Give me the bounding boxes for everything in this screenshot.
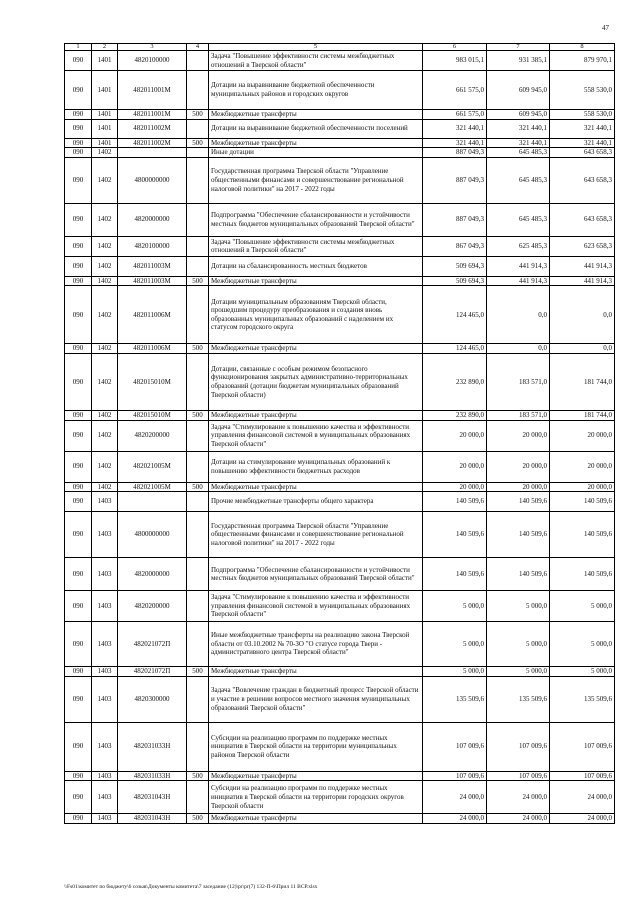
section-code-cell: 1402 [92, 236, 118, 256]
ministry-code-cell: 090 [65, 722, 92, 771]
amount-year3-cell: 0,0 [550, 286, 615, 344]
section-code-cell: 1402 [92, 148, 118, 158]
amount-year1-cell: 509 694,3 [423, 276, 487, 286]
expense-type-cell [187, 420, 209, 451]
section-code-cell: 1402 [92, 276, 118, 286]
expense-type-cell [187, 286, 209, 344]
amount-year1-cell: 20 000,0 [423, 451, 487, 482]
description-cell: Дотации на стимулирование муниципальных образований к повышению эффективности бюджетных расходов [209, 451, 423, 482]
amount-year1-cell: 509 694,3 [423, 256, 487, 276]
description-cell: Подпрограмма "Обеспечение сбалансированности и устойчивости местных бюджетов муниципальных образований Тверской области" [209, 203, 423, 236]
table-row [65, 256, 615, 276]
target-article-cell: 4820100000 [118, 236, 187, 256]
table-row [65, 148, 615, 158]
ministry-code-cell: 090 [65, 482, 92, 492]
ministry-code-cell: 090 [65, 771, 92, 781]
expense-type-cell [187, 148, 209, 158]
target-article-cell: 4820300000 [118, 676, 187, 722]
amount-year2-cell: 140 509,6 [487, 558, 550, 591]
table-row [65, 771, 615, 781]
description-cell: Межбюджетные трансферты [209, 410, 423, 420]
ministry-code-cell: 090 [65, 138, 92, 148]
amount-year1-cell: 140 509,6 [423, 492, 487, 512]
table-header-row [65, 44, 615, 51]
amount-year3-cell: 24 000,0 [550, 814, 615, 824]
amount-year3-cell: 5 000,0 [550, 591, 615, 622]
amount-year1-cell: 232 890,0 [423, 410, 487, 420]
amount-year2-cell: 140 509,6 [487, 512, 550, 558]
amount-year3-cell: 140 509,6 [550, 492, 615, 512]
section-code-cell: 1401 [92, 138, 118, 148]
section-code-cell: 1403 [92, 781, 118, 814]
header-cell: 7 [487, 44, 550, 51]
amount-year3-cell: 181 744,0 [550, 353, 615, 410]
expense-type-cell: 500 [187, 667, 209, 677]
description-cell: Межбюджетные трансферты [209, 814, 423, 824]
table-row [65, 814, 615, 824]
description-cell: Задача "Повышение эффективности системы межбюджетных отношений в Тверской области" [209, 236, 423, 256]
expense-type-cell: 500 [187, 771, 209, 781]
description-cell: Межбюджетные трансферты [209, 276, 423, 286]
description-cell: Субсидии на реализацию программ по поддержке местных инициатив в Тверской области на территории муниципальных районов Тверской области [209, 722, 423, 771]
amount-year1-cell: 887 049,3 [423, 203, 487, 236]
amount-year1-cell: 232 890,0 [423, 353, 487, 410]
expense-type-cell [187, 512, 209, 558]
ministry-code-cell: 090 [65, 410, 92, 420]
ministry-code-cell: 090 [65, 71, 92, 110]
expense-type-cell: 500 [187, 344, 209, 354]
amount-year1-cell: 20 000,0 [423, 482, 487, 492]
target-article-cell: 482011006М [118, 344, 187, 354]
ministry-code-cell: 090 [65, 51, 92, 71]
ministry-code-cell: 090 [65, 814, 92, 824]
target-article-cell: 482011002М [118, 119, 187, 138]
amount-year1-cell: 661 575,0 [423, 71, 487, 110]
section-code-cell: 1401 [92, 51, 118, 71]
amount-year1-cell: 321 440,1 [423, 138, 487, 148]
table-row [65, 676, 615, 722]
table-row [65, 110, 615, 120]
section-code-cell: 1401 [92, 119, 118, 138]
section-code-cell: 1402 [92, 482, 118, 492]
amount-year1-cell: 5 000,0 [423, 591, 487, 622]
description-cell: Межбюджетные трансферты [209, 771, 423, 781]
amount-year2-cell: 931 385,1 [487, 51, 550, 71]
ministry-code-cell: 090 [65, 148, 92, 158]
target-article-cell: 4820200000 [118, 420, 187, 451]
table-row [65, 410, 615, 420]
table-row [65, 236, 615, 256]
ministry-code-cell: 090 [65, 622, 92, 667]
header-cell: 5 [209, 44, 423, 51]
amount-year2-cell: 321 440,1 [487, 138, 550, 148]
amount-year3-cell: 643 658,3 [550, 203, 615, 236]
amount-year2-cell: 609 945,0 [487, 71, 550, 110]
section-code-cell: 1402 [92, 410, 118, 420]
table-row [65, 138, 615, 148]
amount-year1-cell: 24 000,0 [423, 781, 487, 814]
table-row [65, 420, 615, 451]
expense-type-cell [187, 256, 209, 276]
target-article-cell: 482011003М [118, 256, 187, 276]
expense-type-cell: 500 [187, 814, 209, 824]
amount-year1-cell: 5 000,0 [423, 622, 487, 667]
section-code-cell: 1403 [92, 676, 118, 722]
table-row [65, 451, 615, 482]
target-article-cell: 4800000000 [118, 157, 187, 203]
amount-year3-cell: 135 509,6 [550, 676, 615, 722]
amount-year3-cell: 181 744,0 [550, 410, 615, 420]
expense-type-cell: 500 [187, 482, 209, 492]
amount-year3-cell: 643 658,3 [550, 157, 615, 203]
section-code-cell: 1401 [92, 71, 118, 110]
description-cell: Иные межбюджетные трансферты на реализацию закона Тверской области от 03.10.2002 № 70-ЗО "О статусе города Твери - административного центра Тверской области" [209, 622, 423, 667]
ministry-code-cell: 090 [65, 276, 92, 286]
expense-type-cell [187, 591, 209, 622]
ministry-code-cell: 090 [65, 286, 92, 344]
expense-type-cell [187, 157, 209, 203]
amount-year2-cell: 0,0 [487, 286, 550, 344]
amount-year3-cell: 20 000,0 [550, 420, 615, 451]
target-article-cell: 482011006М [118, 286, 187, 344]
table-row [65, 492, 615, 512]
amount-year3-cell: 879 970,1 [550, 51, 615, 71]
expense-type-cell [187, 492, 209, 512]
budget-table [64, 43, 615, 824]
amount-year3-cell: 558 530,0 [550, 110, 615, 120]
ministry-code-cell: 090 [65, 353, 92, 410]
table-row [65, 203, 615, 236]
table-row [65, 667, 615, 677]
description-cell: Подпрограмма "Обеспечение сбалансированности и устойчивости местных бюджетов муниципальных образований Тверской области" [209, 558, 423, 591]
amount-year2-cell: 441 914,3 [487, 276, 550, 286]
ministry-code-cell: 090 [65, 676, 92, 722]
target-article-cell: 482011002М [118, 138, 187, 148]
ministry-code-cell: 090 [65, 344, 92, 354]
description-cell: Прочие межбюджетные трансферты общего характера [209, 492, 423, 512]
header-cell: 3 [118, 44, 187, 51]
amount-year1-cell: 135 509,6 [423, 676, 487, 722]
target-article-cell: 482011001М [118, 110, 187, 120]
amount-year3-cell: 20 000,0 [550, 451, 615, 482]
section-code-cell: 1403 [92, 558, 118, 591]
table-row [65, 276, 615, 286]
expense-type-cell [187, 722, 209, 771]
ministry-code-cell: 090 [65, 781, 92, 814]
amount-year3-cell: 0,0 [550, 344, 615, 354]
section-code-cell: 1403 [92, 512, 118, 558]
amount-year1-cell: 867 049,3 [423, 236, 487, 256]
amount-year2-cell: 321 440,1 [487, 119, 550, 138]
target-article-cell: 482021005М [118, 451, 187, 482]
amount-year2-cell: 5 000,0 [487, 667, 550, 677]
amount-year2-cell: 107 009,6 [487, 771, 550, 781]
amount-year2-cell: 183 571,0 [487, 353, 550, 410]
amount-year2-cell: 625 485,3 [487, 236, 550, 256]
target-article-cell: 4820000000 [118, 203, 187, 236]
amount-year3-cell: 558 530,0 [550, 71, 615, 110]
expense-type-cell [187, 676, 209, 722]
target-article-cell: 482021072П [118, 667, 187, 677]
description-cell: Дотации, связанные с особым режимом безопасного функционирования закрытых административно-территориальных образований (дотации бюджетам муниципальных образований Тверской области) [209, 353, 423, 410]
amount-year3-cell: 623 658,3 [550, 236, 615, 256]
description-cell: Межбюджетные трансферты [209, 138, 423, 148]
ministry-code-cell: 090 [65, 110, 92, 120]
description-cell: Межбюджетные трансферты [209, 344, 423, 354]
amount-year3-cell: 140 509,6 [550, 558, 615, 591]
amount-year1-cell: 20 000,0 [423, 420, 487, 451]
ministry-code-cell: 090 [65, 512, 92, 558]
expense-type-cell: 500 [187, 138, 209, 148]
target-article-cell: 4820200000 [118, 591, 187, 622]
table-row [65, 119, 615, 138]
description-cell: Задача "Повышение эффективности системы межбюджетных отношений в Тверской области" [209, 51, 423, 71]
amount-year3-cell: 140 509,6 [550, 512, 615, 558]
section-code-cell: 1402 [92, 203, 118, 236]
amount-year2-cell: 20 000,0 [487, 482, 550, 492]
amount-year1-cell: 5 000,0 [423, 667, 487, 677]
amount-year2-cell: 107 009,6 [487, 722, 550, 771]
expense-type-cell [187, 236, 209, 256]
expense-type-cell [187, 781, 209, 814]
amount-year2-cell: 135 509,6 [487, 676, 550, 722]
section-code-cell: 1402 [92, 451, 118, 482]
expense-type-cell [187, 203, 209, 236]
table-row [65, 344, 615, 354]
ministry-code-cell: 090 [65, 236, 92, 256]
header-cell: 1 [65, 44, 92, 51]
expense-type-cell: 500 [187, 410, 209, 420]
description-cell: Субсидии на реализацию программ по поддержке местных инициатив в Тверской области на территории городских округов Тверской области [209, 781, 423, 814]
amount-year2-cell: 20 000,0 [487, 451, 550, 482]
description-cell: Государственная программа Тверской области "Управление общественными финансами и совершенствование региональной налоговой политики" на 2017 - 2022 годы [209, 157, 423, 203]
target-article-cell: 4820000000 [118, 558, 187, 591]
target-article-cell [118, 148, 187, 158]
ministry-code-cell: 090 [65, 420, 92, 451]
target-article-cell: 482021072П [118, 622, 187, 667]
amount-year1-cell: 124 465,0 [423, 286, 487, 344]
amount-year1-cell: 661 575,0 [423, 110, 487, 120]
target-article-cell [118, 492, 187, 512]
amount-year2-cell: 441 914,3 [487, 256, 550, 276]
section-code-cell: 1402 [92, 256, 118, 276]
file-path-footer: \\Fs01\комитет по бюджету\6 созыв\Документы комитета\7 заседание (12)\pr\pr(7) 132-П-6\Прил 11 ВСР.xlsx [64, 884, 318, 890]
table-row [65, 353, 615, 410]
description-cell: Задача "Стимулирование к повышению качества и эффективности управления финансовой системой в муниципальных образованиях Тверской области" [209, 591, 423, 622]
header-cell: 2 [92, 44, 118, 51]
description-cell: Государственная программа Тверской области "Управление общественными финансами и совершенствование региональной налоговой политики" на 2017 - 2022 годы [209, 512, 423, 558]
target-article-cell: 482015010М [118, 353, 187, 410]
section-code-cell: 1403 [92, 771, 118, 781]
expense-type-cell [187, 71, 209, 110]
table-row [65, 286, 615, 344]
amount-year2-cell: 645 485,3 [487, 157, 550, 203]
ministry-code-cell: 090 [65, 256, 92, 276]
amount-year3-cell: 321 440,1 [550, 119, 615, 138]
description-cell: Межбюджетные трансферты [209, 110, 423, 120]
amount-year3-cell: 107 009,6 [550, 771, 615, 781]
amount-year1-cell: 107 009,6 [423, 722, 487, 771]
amount-year1-cell: 887 049,3 [423, 148, 487, 158]
expense-type-cell [187, 353, 209, 410]
ministry-code-cell: 090 [65, 203, 92, 236]
target-article-cell: 4800000000 [118, 512, 187, 558]
ministry-code-cell: 090 [65, 119, 92, 138]
description-cell: Иные дотации [209, 148, 423, 158]
section-code-cell: 1403 [92, 591, 118, 622]
target-article-cell: 482031043Н [118, 781, 187, 814]
section-code-cell: 1403 [92, 667, 118, 677]
ministry-code-cell: 090 [65, 558, 92, 591]
table-row [65, 558, 615, 591]
target-article-cell: 482011003М [118, 276, 187, 286]
description-cell: Задача "Вовлечение граждан в бюджетный процесс Тверской области и участие в решении вопросов местного значения муниципальных образований Тверской области" [209, 676, 423, 722]
amount-year1-cell: 983 015,1 [423, 51, 487, 71]
amount-year1-cell: 24 000,0 [423, 814, 487, 824]
table-row [65, 781, 615, 814]
ministry-code-cell: 090 [65, 591, 92, 622]
target-article-cell: 482031043Н [118, 814, 187, 824]
amount-year2-cell: 183 571,0 [487, 410, 550, 420]
section-code-cell: 1403 [92, 814, 118, 824]
amount-year1-cell: 124 465,0 [423, 344, 487, 354]
header-cell: 4 [187, 44, 209, 51]
section-code-cell: 1403 [92, 492, 118, 512]
amount-year2-cell: 5 000,0 [487, 622, 550, 667]
amount-year2-cell: 140 509,6 [487, 492, 550, 512]
expense-type-cell [187, 51, 209, 71]
amount-year2-cell: 20 000,0 [487, 420, 550, 451]
section-code-cell: 1402 [92, 420, 118, 451]
section-code-cell: 1402 [92, 344, 118, 354]
ministry-code-cell: 090 [65, 667, 92, 677]
description-cell: Дотации на выравнивание бюджетной обеспеченности муниципальных районов и городских округов [209, 71, 423, 110]
expense-type-cell [187, 622, 209, 667]
description-cell: Дотации на выравнивание бюджетной обеспеченности поселений [209, 119, 423, 138]
amount-year3-cell: 441 914,3 [550, 256, 615, 276]
section-code-cell: 1402 [92, 157, 118, 203]
target-article-cell: 4820100000 [118, 51, 187, 71]
amount-year1-cell: 107 009,6 [423, 771, 487, 781]
expense-type-cell [187, 558, 209, 591]
header-cell: 6 [423, 44, 487, 51]
table-row [65, 512, 615, 558]
amount-year2-cell: 645 485,3 [487, 203, 550, 236]
expense-type-cell [187, 451, 209, 482]
amount-year3-cell: 321 440,1 [550, 138, 615, 148]
amount-year2-cell: 24 000,0 [487, 781, 550, 814]
table-row [65, 51, 615, 71]
amount-year1-cell: 140 509,6 [423, 512, 487, 558]
amount-year3-cell: 24 000,0 [550, 781, 615, 814]
description-cell: Задача "Стимулирование к повышению качества и эффективности управления финансовой системой в муниципальных образованиях Тверской области" [209, 420, 423, 451]
amount-year1-cell: 140 509,6 [423, 558, 487, 591]
table-row [65, 722, 615, 771]
amount-year3-cell: 5 000,0 [550, 667, 615, 677]
table-row [65, 482, 615, 492]
amount-year2-cell: 24 000,0 [487, 814, 550, 824]
amount-year2-cell: 0,0 [487, 344, 550, 354]
section-code-cell: 1401 [92, 110, 118, 120]
table-row [65, 622, 615, 667]
table-row [65, 591, 615, 622]
target-article-cell: 482011001М [118, 71, 187, 110]
expense-type-cell [187, 119, 209, 138]
amount-year1-cell: 887 049,3 [423, 157, 487, 203]
section-code-cell: 1402 [92, 286, 118, 344]
ministry-code-cell: 090 [65, 157, 92, 203]
ministry-code-cell: 090 [65, 451, 92, 482]
amount-year3-cell: 107 009,6 [550, 722, 615, 771]
description-cell: Дотации муниципальным образованиям Тверской области, прошедшим процедуру преобразования и создания вновь образованных муниципальных образований с наделением их статусом городского округа [209, 286, 423, 344]
amount-year3-cell: 643 658,3 [550, 148, 615, 158]
table-row [65, 71, 615, 110]
page-number: 47 [602, 24, 609, 32]
amount-year2-cell: 645 485,3 [487, 148, 550, 158]
description-cell: Межбюджетные трансферты [209, 482, 423, 492]
target-article-cell: 482031033Н [118, 722, 187, 771]
table-row [65, 157, 615, 203]
section-code-cell: 1403 [92, 622, 118, 667]
amount-year2-cell: 5 000,0 [487, 591, 550, 622]
section-code-cell: 1402 [92, 353, 118, 410]
ministry-code-cell: 090 [65, 492, 92, 512]
target-article-cell: 482015010М [118, 410, 187, 420]
amount-year3-cell: 441 914,3 [550, 276, 615, 286]
amount-year2-cell: 609 945,0 [487, 110, 550, 120]
section-code-cell: 1403 [92, 722, 118, 771]
header-cell: 8 [550, 44, 615, 51]
amount-year1-cell: 321 440,1 [423, 119, 487, 138]
expense-type-cell: 500 [187, 110, 209, 120]
description-cell: Межбюджетные трансферты [209, 667, 423, 677]
target-article-cell: 482021005М [118, 482, 187, 492]
amount-year3-cell: 5 000,0 [550, 622, 615, 667]
amount-year3-cell: 20 000,0 [550, 482, 615, 492]
description-cell: Дотации на сбалансированность местных бюджетов [209, 256, 423, 276]
expense-type-cell: 500 [187, 276, 209, 286]
target-article-cell: 482031033Н [118, 771, 187, 781]
